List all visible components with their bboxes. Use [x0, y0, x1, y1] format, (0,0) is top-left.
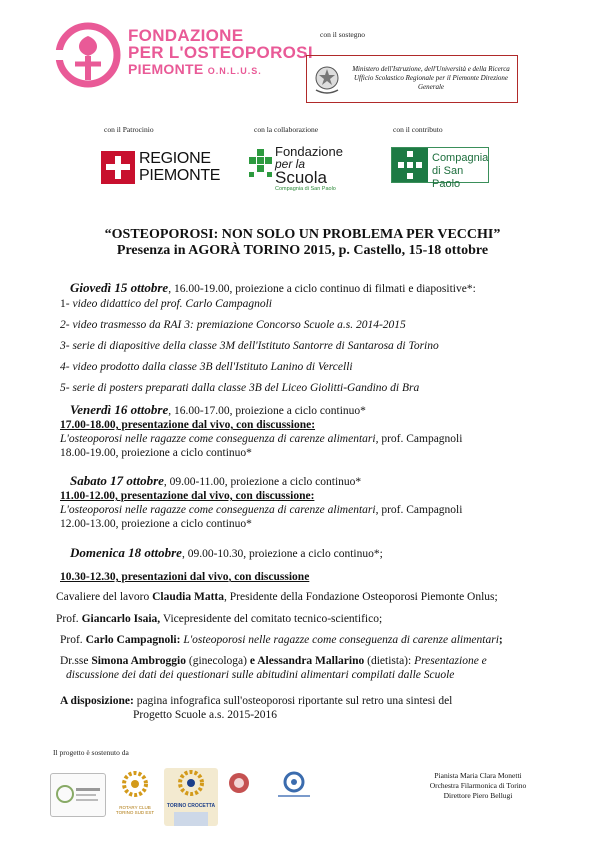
venerdi-presentation: 17.00-18.00, presentazione dal vivo, con discussione:	[60, 419, 316, 431]
domenica-rest: , 09.00-10.30, proiezione a ciclo continuo*;	[181, 548, 383, 560]
item-text: video didattico del prof. Carlo Campagnoli	[72, 298, 273, 310]
compagnia-pattern-icon	[392, 148, 428, 182]
direttore-text: Direttore Piero Bellugi	[443, 791, 513, 800]
talk-title: L'osteoporosi nelle ragazze come conseguenza di carenze alimentari	[60, 504, 376, 516]
regione-flag-icon	[101, 151, 135, 184]
venerdi-rest: , 16.00-17.00, proiezione a ciclo continuo*	[168, 405, 366, 417]
fondazione-scuola-logo	[249, 144, 359, 192]
fondazione-logo-icon	[55, 22, 121, 88]
giovedi-heading	[70, 281, 476, 296]
domenica-speaker-1	[56, 590, 498, 604]
fscuola-line2b: Scuola	[275, 168, 327, 187]
patrocinio-label: con il Patrocinio	[104, 125, 154, 134]
page-subtitle: Presenza in AGORÀ TORINO 2015, p. Castello, 15-18 ottobre	[116, 243, 489, 258]
green-cross-icon	[249, 149, 273, 179]
csp-line1: Compagnia	[432, 152, 489, 164]
speaker-desc: , Presidente della Fondazione Osteoporosi Piemonte Onlus;	[224, 591, 498, 603]
csp-line2: di San Paolo	[432, 165, 464, 190]
speaker-role: Prof.	[60, 634, 86, 646]
sostegno-label: con il sostegno	[320, 30, 365, 39]
ministero-text: Ministero dell'Istruzione, dell'Università e della Ricerca Ufficio Scolastico Regionale per il Piemonte Direzione Generale	[352, 65, 510, 91]
speaker-name-2: Alessandra Mallarino	[257, 655, 365, 667]
venerdi-after: 18.00-19.00, proiezione a ciclo continuo*	[60, 447, 252, 459]
sponsor-emblem-icon	[51, 774, 105, 816]
speaker-name: Claudia Matta	[152, 591, 224, 603]
fscuola-line2a: per la	[275, 157, 306, 171]
republic-emblem-icon	[312, 62, 342, 96]
domenica-day: Domenica 18 ottobre	[70, 545, 182, 560]
sabato-after: 12.00-13.00, proiezione a ciclo continuo*	[60, 518, 252, 530]
giovedi-day: Giovedì 15 ottobre	[70, 280, 169, 295]
venerdi-heading	[70, 403, 366, 418]
sostenuto-label: Il progetto è sostenuto da	[53, 748, 129, 757]
talk-title: Presentazione e	[414, 655, 487, 667]
speaker-name: Carlo Campagnoli:	[85, 634, 181, 646]
venerdi-day: Venerdì 16 ottobre	[70, 402, 169, 417]
speaker-name: Giancarlo Isaia,	[81, 613, 161, 625]
contributo-label: con il contributo	[393, 125, 443, 134]
ministero-logo	[306, 55, 518, 103]
fornace-emblem-icon	[270, 770, 318, 800]
talk-title: L'osteoporosi nelle ragazze come conseguenza di carenze alimentari	[180, 634, 499, 646]
domenica-presentation	[60, 570, 309, 584]
giovedi-item-2: 2- video trasmesso da RAI 3: premiazione Concorso Scuole a.s. 2014-2015	[60, 319, 406, 331]
disposizione-text: pagina infografica sull'osteoporosi riportante sul retro una sintesi del	[133, 695, 453, 707]
fondazione-suffix: O.N.L.U.S.	[207, 66, 262, 76]
presentation-rest: , con discussione	[228, 571, 310, 583]
fscuola-line1: Fondazione	[275, 144, 343, 159]
speaker-desc: (ginecologa)	[186, 655, 250, 667]
rotary-logo-2	[164, 768, 218, 826]
speaker-role: Prof.	[56, 613, 82, 625]
talk-author: , prof. Campagnoli	[375, 504, 463, 516]
collaborazione-label: con la collaborazione	[254, 125, 319, 134]
giovedi-item-1	[60, 297, 272, 311]
compagnia-san-paolo-logo	[391, 147, 489, 190]
speaker-desc: Vicepresidente del comitato tecnico-scientifico;	[160, 613, 383, 625]
rotary-wheel-icon	[164, 768, 218, 798]
rotary-wheel-icon	[114, 770, 156, 800]
giovedi-item-3: 3- serie di diapositive della classe 3M dell'Istituto Santorre di Santarosa di Torino	[60, 340, 439, 352]
domenica-speaker-2	[56, 612, 382, 626]
speaker-role: Dr.sse	[60, 655, 92, 667]
sabato-heading	[70, 474, 361, 489]
sabato-talk	[60, 503, 462, 517]
talk-title: L'osteoporosi nelle ragazze come conseguenza di carenze alimentari,	[60, 433, 379, 445]
disposizione-line	[60, 694, 452, 708]
rotary-logo-1	[114, 770, 156, 814]
disposizione-line-2: Progetto Scuole a.s. 2015-2016	[133, 709, 278, 721]
conjunction: e	[249, 655, 258, 667]
venerdi-talk	[60, 432, 462, 446]
sabato-presentation: 11.00-12.00, presentazione dal vivo, con discussione:	[60, 490, 315, 502]
orchestra-text: Orchestra Filarmonica di Torino	[429, 781, 527, 790]
talk-end: ;	[498, 634, 503, 646]
giovedi-rest: , 16.00-19.00, proiezione a ciclo continuo di filmati e diapositive*:	[168, 283, 476, 295]
speaker-desc-2: (dietista):	[364, 655, 415, 667]
fondazione-line2: PER L'OSTEOPOROSI	[128, 43, 313, 62]
pianista-text: Pianista Maria Clara Monetti	[434, 771, 522, 780]
fondazione-line1: FONDAZIONE	[128, 26, 244, 45]
sponsor-logo-1	[50, 773, 106, 817]
domenica-speaker-4-cont: discussione dei dati dei questionari sulle abitudini alimentari compilati dalle Scuole	[66, 669, 455, 681]
fondazione-line3: PIEMONTE	[128, 61, 204, 77]
item-number: 1-	[60, 298, 73, 310]
rotary1-text: ROTARY CLUB TORINO SUD EST	[115, 805, 155, 815]
speaker-role: Cavaliere del lavoro	[56, 591, 153, 603]
domenica-heading	[70, 546, 383, 561]
talk-author: prof. Campagnoli	[378, 433, 463, 445]
music-credits	[418, 771, 538, 801]
giovedi-item-4: 4- video prodotto dalla classe 3B dell'Istituto Lanino di Vercelli	[60, 361, 353, 373]
fscuola-line3: Compagnia di San Paolo	[275, 186, 336, 192]
giovedi-item-5: 5- serie di posters preparati dalla classe 3B del Liceo Giolitti-Gandino di Bra	[60, 382, 420, 394]
sponsor-logo-4	[224, 770, 254, 800]
rotary2-text: TORINO CROCETTA	[166, 803, 216, 809]
sponsor-logo-5	[270, 770, 318, 800]
sabato-rest: , 09.00-11.00, proiezione a ciclo continuo*	[163, 476, 362, 488]
fondazione-name	[128, 27, 313, 80]
speaker-name: Simona Ambroggio	[91, 655, 186, 667]
page-title: “OSTEOPOROSI: NON SOLO UN PROBLEMA PER VECCHI”	[104, 227, 501, 242]
seal-icon	[224, 770, 254, 800]
sabato-day: Sabato 17 ottobre	[70, 473, 164, 488]
presentation-time: 10.30-12.30, presentazioni dal vivo	[60, 571, 229, 583]
domenica-speaker-4	[60, 654, 487, 668]
building-image	[174, 812, 208, 826]
regione-line2: PIEMONTE	[139, 167, 221, 184]
regione-line1: REGIONE	[139, 150, 211, 167]
regione-piemonte-logo	[101, 150, 221, 186]
disposizione-label: A disposizione:	[60, 695, 134, 707]
domenica-speaker-3	[60, 633, 503, 647]
